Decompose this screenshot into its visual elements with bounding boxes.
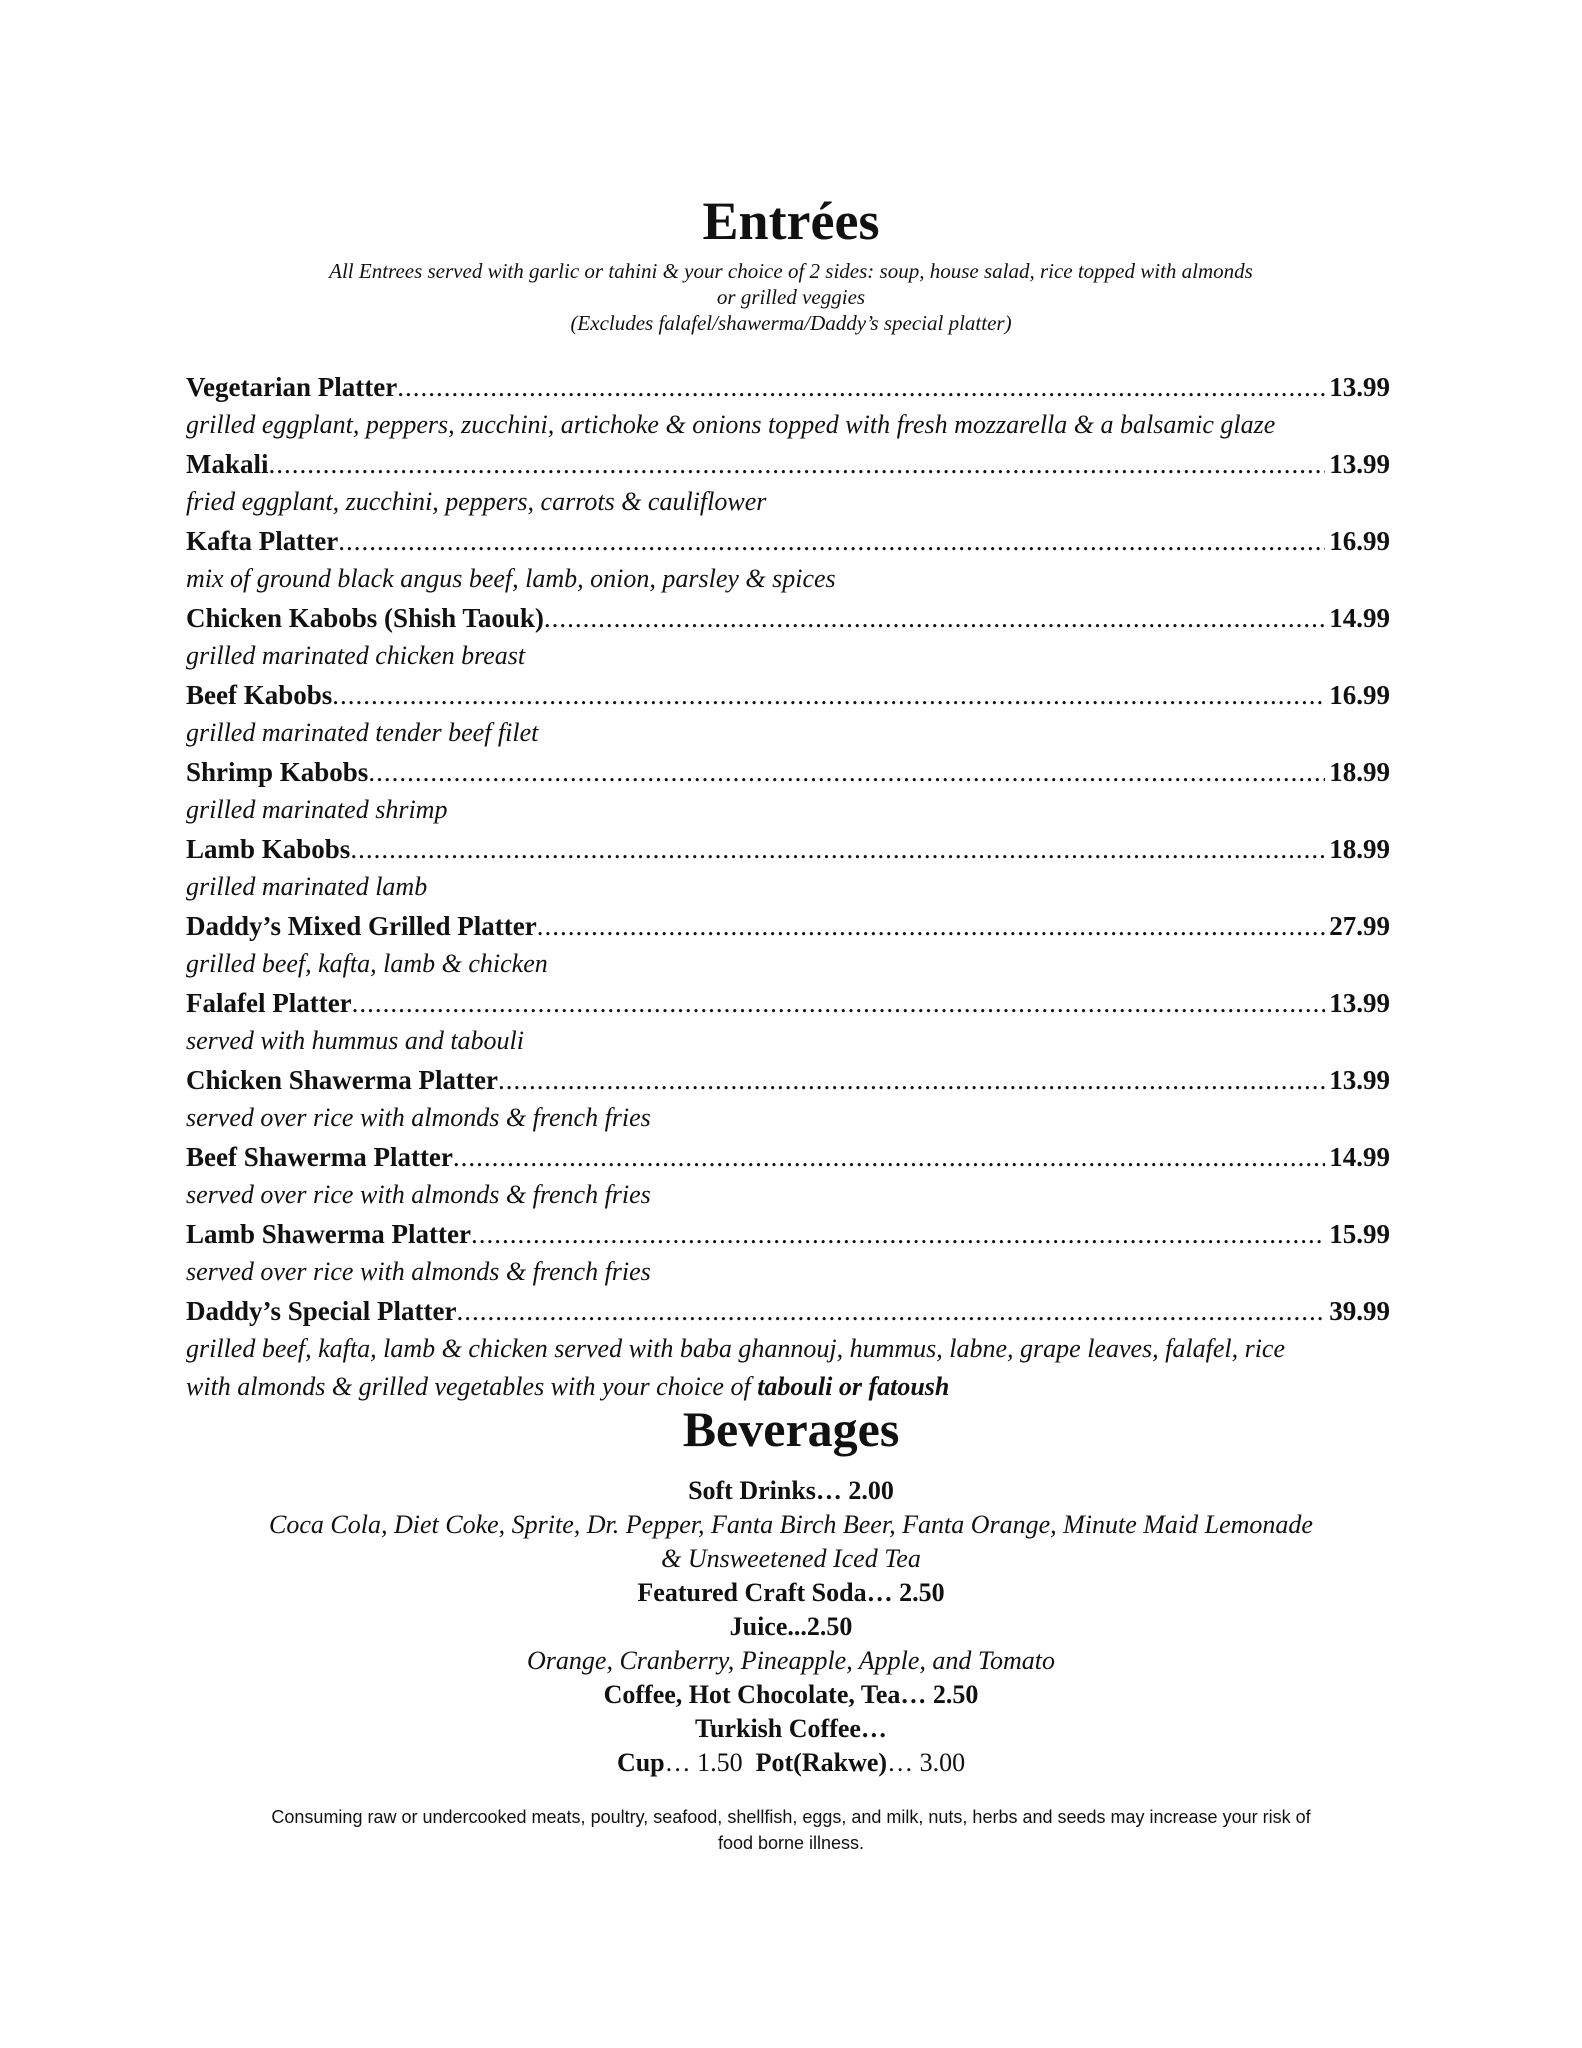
leader-dots: [368, 753, 1325, 791]
menu-item: [186, 1138, 1390, 1215]
item-price: 18.99: [1329, 757, 1390, 787]
item-price: 13.99: [1329, 1065, 1390, 1095]
item-description: served over rice with almonds & french fries: [186, 1257, 651, 1286]
juice-heading: Juice...2.50: [729, 1612, 853, 1641]
leader-dots: [456, 1292, 1325, 1330]
menu-item-special: [186, 1292, 1390, 1406]
item-description: grilled marinated shrimp: [186, 795, 448, 824]
item-description: grilled beef, kafta, lamb & chicken: [186, 949, 548, 978]
item-name: Daddy’s Mixed Grilled Platter: [186, 911, 537, 941]
beverages-list: [0, 1474, 1582, 1780]
craft-soda-heading: Featured Craft Soda… 2.50: [637, 1578, 945, 1607]
menu-item: [186, 1061, 1390, 1138]
menu-item: [186, 445, 1390, 522]
leader-dots: [338, 522, 1325, 560]
pot-label: Pot(Rakwe): [755, 1748, 888, 1777]
item-description: grilled eggplant, peppers, zucchini, artichoke & onions topped with fresh mozzarella & a balsamic glaze: [186, 410, 1276, 439]
cup-price: … 1.50: [664, 1748, 743, 1777]
menu-item: [186, 753, 1390, 830]
description-text: with almonds & grilled vegetables with your choice of: [186, 1372, 758, 1401]
leader-dots: [350, 830, 1325, 868]
item-name: Beef Kabobs: [186, 680, 333, 710]
menu-item: [186, 1215, 1390, 1292]
item-description-line-1: grilled beef, kafta, lamb & chicken served with baba ghannouj, hummus, labne, grape leaves, falafel, rice: [186, 1334, 1286, 1363]
item-price: 16.99: [1329, 526, 1390, 556]
item-description: grilled marinated tender beef filet: [186, 718, 539, 747]
menu-item: [186, 830, 1390, 907]
menu-item: [186, 368, 1390, 445]
item-name: Chicken Kabobs (Shish Taouk): [186, 603, 544, 633]
soft-drinks-heading: Soft Drinks… 2.00: [688, 1476, 894, 1505]
item-description: fried eggplant, zucchini, peppers, carrots & cauliflower: [186, 487, 767, 516]
item-price: 15.99: [1329, 1219, 1390, 1249]
item-price: 18.99: [1329, 834, 1390, 864]
item-price: 14.99: [1329, 603, 1390, 633]
entrees-note: [0, 258, 1582, 336]
menu-item: [186, 522, 1390, 599]
menu-item: [186, 599, 1390, 676]
item-description: served with hummus and tabouli: [186, 1026, 524, 1055]
item-name: Shrimp Kabobs: [186, 757, 369, 787]
soft-drinks-list-line-1: Coca Cola, Diet Coke, Sprite, Dr. Pepper, Fanta Birch Beer, Fanta Orange, Minute Maid Lemonade: [269, 1510, 1313, 1539]
item-price: 16.99: [1329, 680, 1390, 710]
item-price: 14.99: [1329, 1142, 1390, 1172]
item-description: grilled marinated chicken breast: [186, 641, 526, 670]
leader-dots: [332, 676, 1325, 714]
leader-dots: [537, 907, 1326, 945]
item-name: Lamb Shawerma Platter: [186, 1219, 471, 1249]
item-name: Lamb Kabobs: [186, 834, 351, 864]
item-price: 13.99: [1329, 372, 1390, 402]
item-price: 13.99: [1329, 988, 1390, 1018]
item-price: 13.99: [1329, 449, 1390, 479]
entrees-note-line-2: or grilled veggies: [716, 285, 866, 309]
item-price: 27.99: [1329, 911, 1390, 941]
disclaimer-line-1: Consuming raw or undercooked meats, poultry, seafood, shellfish, eggs, and milk, nuts, herbs and seeds may increase your risk of: [271, 1807, 1311, 1827]
entrees-note-line-1: All Entrees served with garlic or tahini & your choice of 2 sides: soup, house salad, rice topped with almonds: [329, 259, 1253, 283]
leader-dots: [352, 984, 1326, 1022]
menu-item: [186, 676, 1390, 753]
item-name: Falafel Platter: [186, 988, 352, 1018]
item-name: Kafta Platter: [186, 526, 339, 556]
leader-dots: [397, 368, 1325, 406]
soft-drinks-list-line-2: & Unsweetened Iced Tea: [661, 1544, 921, 1573]
leader-dots: [453, 1138, 1325, 1176]
beverages-title: Beverages: [682, 1401, 900, 1457]
leader-dots: [544, 599, 1325, 637]
item-price: 39.99: [1329, 1296, 1390, 1326]
entrees-note-line-3: (Excludes falafel/shawerma/Daddy’s special platter): [570, 311, 1012, 335]
food-safety-disclaimer: [0, 1804, 1582, 1856]
item-name: Daddy’s Special Platter: [186, 1296, 457, 1326]
menu-item: [186, 907, 1390, 984]
leader-dots: [269, 445, 1326, 483]
entrees-list: [186, 368, 1390, 1406]
item-description: grilled marinated lamb: [186, 872, 428, 901]
disclaimer-line-2: food borne illness.: [717, 1833, 865, 1853]
turkish-coffee-prices: [0, 1746, 1582, 1780]
item-description: mix of ground black angus beef, lamb, onion, parsley & spices: [186, 564, 836, 593]
item-name: Beef Shawerma Platter: [186, 1142, 453, 1172]
juice-list: Orange, Cranberry, Pineapple, Apple, and Tomato: [527, 1646, 1055, 1675]
item-name: Vegetarian Platter: [186, 372, 398, 402]
coffee-heading: Coffee, Hot Chocolate, Tea… 2.50: [603, 1680, 979, 1709]
description-bold-choice: tabouli or fatoush: [757, 1372, 950, 1401]
item-description: served over rice with almonds & french fries: [186, 1180, 651, 1209]
pot-price: … 3.00: [887, 1748, 966, 1777]
item-description: served over rice with almonds & french fries: [186, 1103, 651, 1132]
turkish-coffee-heading: Turkish Coffee…: [695, 1714, 887, 1743]
menu-item: [186, 984, 1390, 1061]
item-name: Chicken Shawerma Platter: [186, 1065, 498, 1095]
entrees-title: Entrées: [702, 191, 880, 251]
leader-dots: [498, 1061, 1325, 1099]
item-name: Makali: [186, 449, 269, 479]
leader-dots: [471, 1215, 1325, 1253]
cup-label: Cup: [616, 1748, 665, 1777]
